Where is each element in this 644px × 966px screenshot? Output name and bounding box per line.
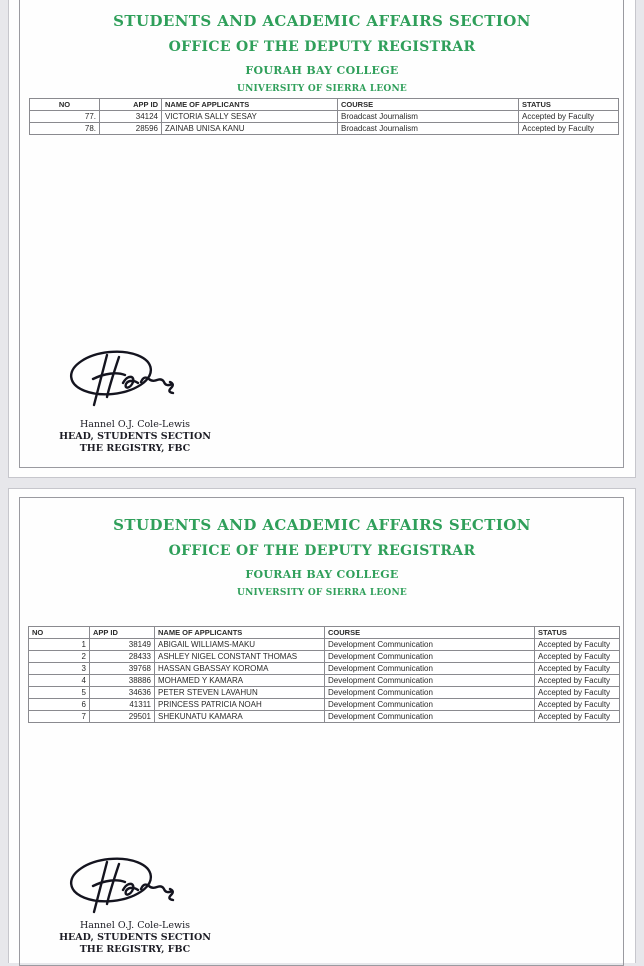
table-header-row bbox=[29, 627, 620, 639]
cell-appid: 39768 bbox=[90, 663, 155, 675]
table-header-row bbox=[30, 99, 619, 111]
cell-course: Development Communication bbox=[325, 651, 535, 663]
cell-course: Development Communication bbox=[325, 639, 535, 651]
cell-no: 2 bbox=[29, 651, 90, 663]
signatory-title: HEAD, STUDENTS SECTION bbox=[59, 932, 211, 943]
header-section-title: STUDENTS AND ACADEMIC AFFAIRS SECTION bbox=[113, 12, 531, 30]
signatory-org: THE REGISTRY, FBC bbox=[79, 443, 191, 454]
column-header-status: STATUS bbox=[519, 99, 619, 111]
cell-name: ABIGAIL WILLIAMS-MAKU bbox=[155, 639, 325, 651]
cell-course: Development Communication bbox=[325, 711, 535, 723]
column-header-no: NO bbox=[30, 99, 100, 111]
table-row bbox=[30, 111, 619, 123]
cell-appid: 28596 bbox=[100, 123, 162, 135]
cell-course: Development Communication bbox=[325, 675, 535, 687]
cell-no: 78. bbox=[30, 123, 100, 135]
cell-course: Broadcast Journalism bbox=[338, 111, 519, 123]
table-row bbox=[29, 687, 620, 699]
column-header-course: COURSE bbox=[338, 99, 519, 111]
cell-status: Accepted by Faculty bbox=[535, 711, 620, 723]
cell-appid: 29501 bbox=[90, 711, 155, 723]
signature-block bbox=[45, 419, 225, 455]
signature-block bbox=[45, 920, 225, 956]
table-row bbox=[29, 663, 620, 675]
column-header-no: NO bbox=[29, 627, 90, 639]
cell-no: 5 bbox=[29, 687, 90, 699]
table-row bbox=[30, 123, 619, 135]
column-header-name: NAME OF APPLICANTS bbox=[162, 99, 338, 111]
cell-no: 4 bbox=[29, 675, 90, 687]
cell-status: Accepted by Faculty bbox=[535, 699, 620, 711]
signatory-title: HEAD, STUDENTS SECTION bbox=[59, 431, 211, 442]
applicants-table bbox=[28, 626, 620, 723]
cell-appid: 38886 bbox=[90, 675, 155, 687]
cell-no: 77. bbox=[30, 111, 100, 123]
header-office-title: OFFICE OF THE DEPUTY REGISTRAR bbox=[168, 543, 476, 559]
cell-appid: 28433 bbox=[90, 651, 155, 663]
table-row bbox=[29, 711, 620, 723]
signatory-name: Hannel O.J. Cole-Lewis bbox=[79, 419, 191, 430]
document-header bbox=[9, 12, 635, 94]
document-page-2 bbox=[8, 488, 636, 963]
cell-status: Accepted by Faculty bbox=[535, 639, 620, 651]
signature-icon bbox=[67, 855, 187, 917]
cell-status: Accepted by Faculty bbox=[535, 675, 620, 687]
signatory-org: THE REGISTRY, FBC bbox=[79, 944, 191, 955]
cell-status: Accepted by Faculty bbox=[519, 111, 619, 123]
column-header-course: COURSE bbox=[325, 627, 535, 639]
cell-no: 3 bbox=[29, 663, 90, 675]
cell-status: Accepted by Faculty bbox=[535, 687, 620, 699]
cell-name: HASSAN GBASSAY KOROMA bbox=[155, 663, 325, 675]
cell-name: ZAINAB UNISA KANU bbox=[162, 123, 338, 135]
table-row bbox=[29, 639, 620, 651]
column-header-status: STATUS bbox=[535, 627, 620, 639]
signature-icon bbox=[67, 348, 187, 410]
cell-name: PRINCESS PATRICIA NOAH bbox=[155, 699, 325, 711]
cell-course: Broadcast Journalism bbox=[338, 123, 519, 135]
column-header-name: NAME OF APPLICANTS bbox=[155, 627, 325, 639]
cell-no: 6 bbox=[29, 699, 90, 711]
header-college-name: FOURAH BAY COLLEGE bbox=[245, 64, 399, 77]
document-page-1 bbox=[8, 0, 636, 478]
cell-no: 7 bbox=[29, 711, 90, 723]
header-university-name: UNIVERSITY OF SIERRA LEONE bbox=[237, 84, 407, 94]
cell-no: 1 bbox=[29, 639, 90, 651]
cell-name: MOHAMED Y KAMARA bbox=[155, 675, 325, 687]
signatory-name: Hannel O.J. Cole-Lewis bbox=[79, 920, 191, 931]
cell-status: Accepted by Faculty bbox=[519, 123, 619, 135]
header-office-title: OFFICE OF THE DEPUTY REGISTRAR bbox=[168, 39, 476, 55]
cell-appid: 34636 bbox=[90, 687, 155, 699]
cell-appid: 38149 bbox=[90, 639, 155, 651]
cell-status: Accepted by Faculty bbox=[535, 663, 620, 675]
header-college-name: FOURAH BAY COLLEGE bbox=[245, 568, 399, 581]
cell-name: PETER STEVEN LAVAHUN bbox=[155, 687, 325, 699]
cell-name: ASHLEY NIGEL CONSTANT THOMAS bbox=[155, 651, 325, 663]
header-university-name: UNIVERSITY OF SIERRA LEONE bbox=[237, 588, 407, 598]
column-header-appid: APP ID bbox=[100, 99, 162, 111]
header-section-title: STUDENTS AND ACADEMIC AFFAIRS SECTION bbox=[113, 516, 531, 534]
column-header-appid: APP ID bbox=[90, 627, 155, 639]
cell-course: Development Communication bbox=[325, 663, 535, 675]
cell-course: Development Communication bbox=[325, 699, 535, 711]
document-header bbox=[9, 516, 635, 598]
cell-name: SHEKUNATU KAMARA bbox=[155, 711, 325, 723]
cell-appid: 41311 bbox=[90, 699, 155, 711]
cell-name: VICTORIA SALLY SESAY bbox=[162, 111, 338, 123]
table-row bbox=[29, 699, 620, 711]
cell-course: Development Communication bbox=[325, 687, 535, 699]
table-row bbox=[29, 675, 620, 687]
table-row bbox=[29, 651, 620, 663]
cell-appid: 34124 bbox=[100, 111, 162, 123]
cell-status: Accepted by Faculty bbox=[535, 651, 620, 663]
applicants-table bbox=[29, 98, 619, 135]
